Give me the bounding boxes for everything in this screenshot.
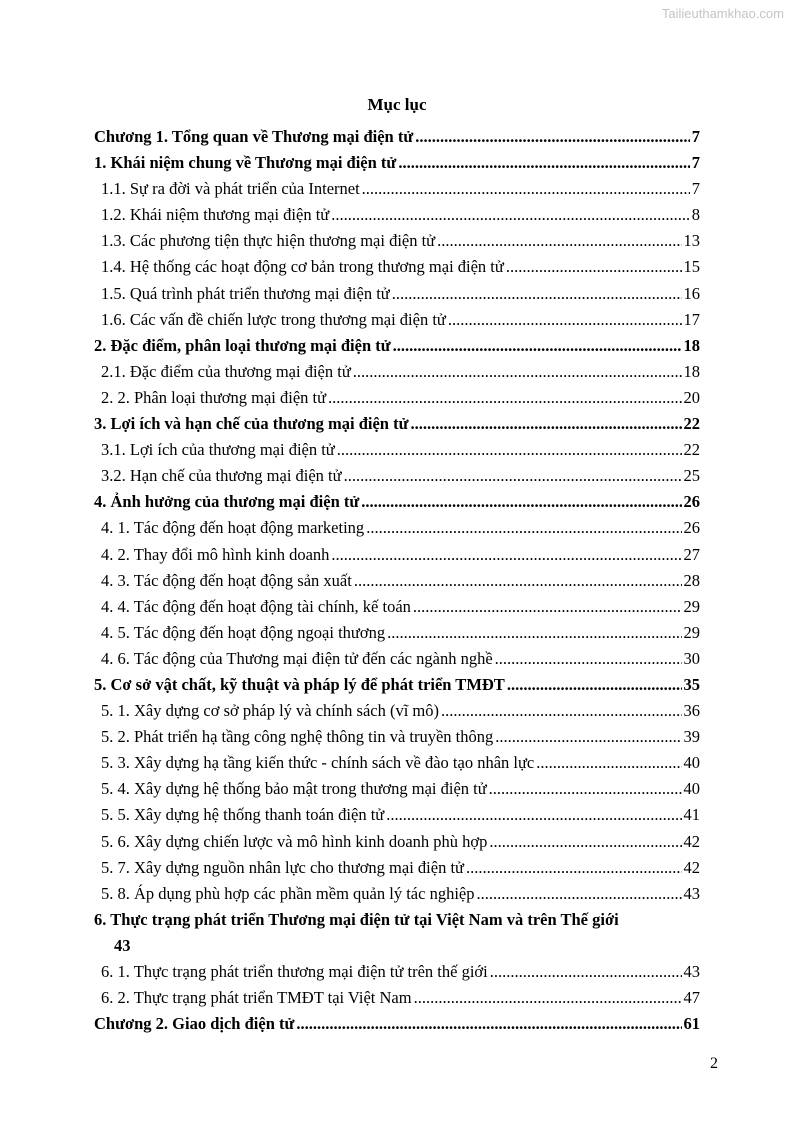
toc-entry-page: 35 [683,674,700,694]
toc-entry-text: 3. Lợi ích và hạn chế của thương mại điện tử [94,414,409,434]
toc-leader-dots [337,437,682,463]
toc-entry-text: 3.1. Lợi ích của thương mại điện tử [101,440,335,460]
toc-leader-dots [441,698,682,724]
toc-subentry[interactable] [94,568,700,594]
toc-leader-dots [495,646,682,672]
toc-leader-dots [507,672,682,698]
toc-subentry[interactable] [94,802,700,828]
toc-leader-dots [495,724,681,750]
toc-entry-text: Chương 2. Giao dịch điện tử [94,1014,295,1034]
table-of-contents [94,124,700,1037]
toc-entry-page: 43 [683,883,700,903]
toc-entry-page: 20 [683,387,700,407]
toc-entry-text: 2. 2. Phân loại thương mại điện tử [101,387,327,407]
toc-entry-page: 26 [683,492,700,512]
page-number: 2 [710,1055,718,1072]
toc-leader-dots [489,829,681,855]
toc-subentry[interactable] [94,515,700,541]
toc-entry-page: 36 [683,701,700,721]
toc-entry-text: 5. 4. Xây dựng hệ thống bảo mật trong thương mại điện tử [101,779,487,799]
toc-entry-text: 2.1. Đặc điểm của thương mại điện tử [101,361,351,381]
toc-entry-page: 41 [683,805,700,825]
toc-leader-dots [466,855,682,881]
toc-entry-page: 22 [683,440,700,460]
toc-section-main [94,124,700,907]
toc-entry-page: 43 [114,935,131,955]
toc-heading-entry[interactable] [94,489,700,515]
toc-subentry[interactable] [94,202,700,228]
toc-entry-text: 5. 6. Xây dựng chiến lược và mô hình kinh doanh phù hợp [101,831,488,851]
toc-leader-dots [506,254,682,280]
toc-heading-entry[interactable] [94,333,700,359]
toc-entry-text: 5. 7. Xây dựng nguồn nhân lực cho thương mại điện tử [101,857,464,877]
toc-entry-text: 1.3. Các phương tiện thực hiện thương mại điện tử [101,231,436,251]
toc-entry-page: 16 [683,283,700,303]
toc-entry-page: 61 [683,1014,700,1034]
toc-subentry[interactable] [94,437,700,463]
toc-subentry[interactable] [94,542,700,568]
toc-entry-text: 4. 4. Tác động đến hoạt động tài chính, kế toán [101,596,411,616]
toc-entry-text: 4. 1. Tác động đến hoạt động marketing [101,518,365,538]
toc-entry-text: 5. 1. Xây dựng cơ sở pháp lý và chính sách (vĩ mô) [101,701,439,721]
toc-entry-text: 4. 3. Tác động đến hoạt động sản xuất [101,570,352,590]
toc-leader-dots [296,1011,681,1037]
toc-leader-dots [393,333,682,359]
toc-entry-text: 5. 8. Áp dụng phù hợp các phần mềm quản lý tác nghiệp [101,883,475,903]
toc-subentry[interactable] [94,881,700,907]
toc-subentry[interactable] [94,176,700,202]
toc-entry-page: 18 [683,335,700,355]
toc-leader-dots [361,489,681,515]
toc-entry-wrapped[interactable] [94,907,700,959]
toc-entry-page: 39 [683,727,700,747]
toc-subentry[interactable] [94,620,700,646]
toc-subentry[interactable] [94,750,700,776]
toc-subentry[interactable] [94,385,700,411]
toc-leader-dots [366,515,681,541]
toc-entry-page: 43 [683,962,700,981]
toc-entry-text: 1.2. Khái niệm thương mại điện tử [101,205,330,225]
toc-subentry[interactable] [94,307,700,333]
toc-leader-dots [489,776,682,802]
toc-heading-entry[interactable] [94,150,700,176]
toc-entry-page: 8 [691,205,700,225]
toc-entry-page: 15 [683,257,700,277]
toc-entry-text: 4. 2. Thay đổi mô hình kinh doanh [101,544,330,564]
toc-entry-text: 1.4. Hệ thống các hoạt động cơ bản trong thương mại điện tử [101,257,504,277]
toc-leader-dots [362,176,690,202]
toc-entry-text: 1.5. Quá trình phát triển thương mại điện tử [101,283,390,303]
toc-leader-dots [353,359,682,385]
toc-leader-dots [536,750,681,776]
toc-subentry[interactable] [94,855,700,881]
toc-subentry[interactable] [94,463,700,489]
toc-leader-dots [328,385,681,411]
toc-entry-page: 13 [683,231,700,251]
toc-entry-text: 3.2. Hạn chế của thương mại điện tử [101,466,342,486]
toc-entry-page: 18 [683,361,700,381]
page-title: Mục lục [367,95,427,114]
toc-entry-text: 6. Thực trạng phát triển Thương mại điện tử tại Việt Nam và trên Thế giới [94,909,619,929]
toc-entry-page: 29 [683,596,700,616]
toc-leader-dots [437,228,681,254]
toc-entry-text: 5. Cơ sở vật chất, kỹ thuật và pháp lý để phát triển TMĐT [94,674,505,694]
toc-entry-page: 25 [683,466,700,486]
toc-heading-entry[interactable] [94,411,700,437]
toc-subentry[interactable] [94,646,700,672]
toc-leader-dots [386,802,681,828]
toc-entry-page: 40 [683,753,700,773]
toc-subentry[interactable] [94,724,700,750]
toc-heading-entry[interactable] [94,124,700,150]
toc-entry-text: 4. 6. Tác động của Thương mại điện tử đến các ngành nghề [101,648,493,668]
toc-entry-text: 6. 2. Thực trạng phát triển TMĐT tại Việt Nam [101,988,412,1008]
toc-subentry[interactable] [94,985,700,1011]
toc-heading-entry[interactable] [94,1011,700,1037]
toc-entry-page: 28 [683,570,700,590]
toc-subentry[interactable] [94,776,700,802]
toc-entry-page: 30 [683,648,700,668]
toc-entry-page: 7 [691,179,700,199]
toc-subentry[interactable] [94,359,700,385]
toc-leader-dots [387,620,681,646]
toc-entry-page: 26 [683,518,700,538]
toc-leader-dots [448,307,682,333]
toc-section-tail [94,959,700,1037]
toc-leader-dots [410,411,681,437]
toc-entry-text: 5. 2. Phát triển hạ tầng công nghệ thông tin và truyền thông [101,727,494,747]
toc-subentry[interactable] [94,228,700,254]
toc-entry-page: 29 [683,622,700,642]
toc-subentry[interactable] [94,594,700,620]
toc-entry-page: 42 [683,857,700,877]
toc-entry-page: 47 [683,988,700,1008]
toc-leader-dots [413,594,682,620]
toc-entry-text: Chương 1. Tổng quan về Thương mại điện tử [94,127,414,146]
toc-leader-dots [331,542,681,568]
toc-leader-dots [392,281,682,307]
toc-entry-text: 6. 1. Thực trạng phát triển thương mại điện tử trên thế giới [101,962,488,981]
toc-entry-text: 5. 5. Xây dựng hệ thống thanh toán điện tử [101,805,385,825]
toc-entry-page: 7 [691,127,700,146]
toc-leader-dots [398,150,689,176]
toc-subentry[interactable] [94,698,700,724]
toc-leader-dots [344,463,682,489]
toc-subentry[interactable] [94,254,700,280]
toc-entry-text: 4. Ảnh hưởng của thương mại điện tử [94,492,360,512]
toc-leader-dots [331,202,690,228]
toc-leader-dots [354,568,682,594]
toc-entry-page: 7 [691,153,700,173]
toc-leader-dots [490,959,682,985]
toc-entry-text: 1.1. Sự ra đời và phát triển của Internet [101,179,360,199]
toc-entry-text: 1.6. Các vấn đề chiến lược trong thương mại điện tử [101,309,446,329]
toc-entry-page: 27 [683,544,700,564]
toc-entry-text: 4. 5. Tác động đến hoạt động ngoại thương [101,622,386,642]
toc-subentry[interactable] [94,281,700,307]
toc-subentry[interactable] [94,829,700,855]
toc-entry-text: 1. Khái niệm chung về Thương mại điện tử [94,153,397,173]
toc-entry-page: 17 [683,309,700,329]
toc-heading-entry[interactable] [94,672,700,698]
toc-subentry[interactable] [94,959,700,985]
toc-leader-dots [415,124,689,150]
toc-entry-page: 40 [683,779,700,799]
toc-leader-dots [476,881,681,907]
toc-entry-text: 5. 3. Xây dựng hạ tầng kiến thức - chính sách về đào tạo nhân lực [101,753,535,773]
toc-entry-page: 42 [683,831,700,851]
toc-entry-text: 2. Đặc điểm, phân loại thương mại điện tử [94,335,391,355]
toc-leader-dots [414,985,682,1011]
toc-entry-page: 22 [683,414,700,434]
watermark: Tailieuthamkhao.com [661,6,784,21]
